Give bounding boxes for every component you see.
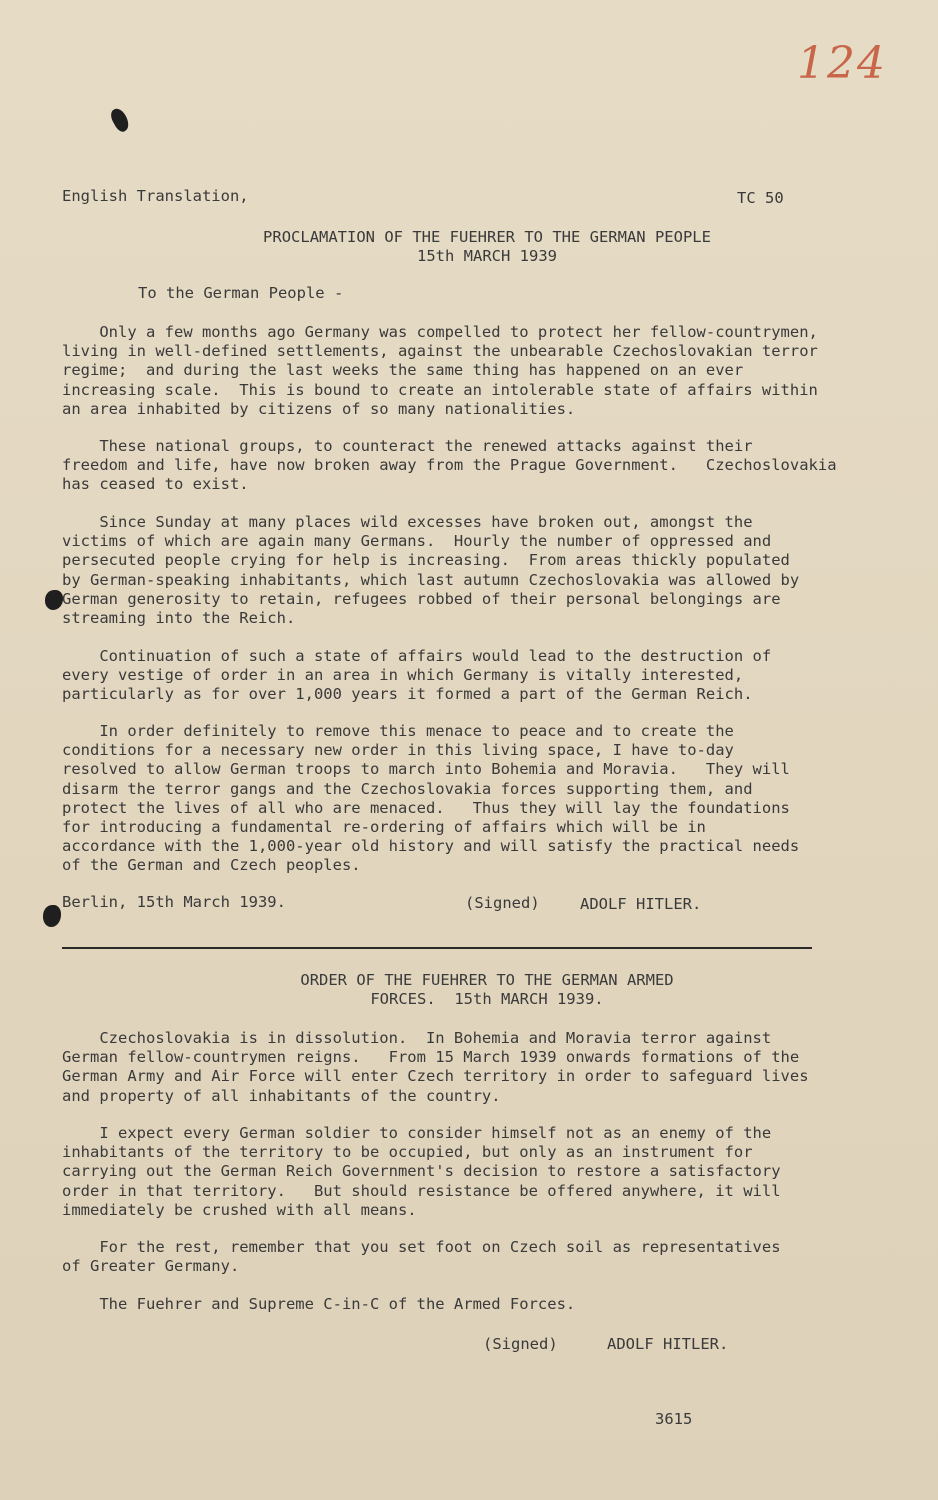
- proclamation-paragraph-4: Continuation of such a state of affairs would lead to the destruction of every vestige of order in an area in which Germany is vitally interested, particularly as for over 1,000 years it formed a part of the German Reich.: [62, 647, 772, 704]
- signature-name: ADOLF HITLER.: [580, 895, 702, 913]
- header-document-code: TC 50: [737, 189, 784, 207]
- order-paragraph-4: The Fuehrer and Supreme C-in-C of the Armed Forces.: [62, 1295, 576, 1313]
- proclamation-paragraph-1: Only a few months ago Germany was compelled to protect her fellow-countrymen, living in well-defined settlements, against the unbearable Czechoslovakian terror regime; and during the last weeks the same thing has happened on an ever increasing scale. This is bound to create an intolerable state of affairs within an area inhabited by citizens of so many nationalities.: [62, 323, 818, 418]
- ink-blot: [45, 590, 63, 610]
- proclamation-date: 15th MARCH 1939: [417, 247, 557, 265]
- order-paragraph-2: I expect every German soldier to consider himself not as an enemy of the inhabitants of the territory to be occupied, but only as an instrument for carrying out the German Reich Government's decision to restore a satisfactory order in that territory. But should resistance be offered anywhere, it will immediately be crushed with all means.: [62, 1124, 781, 1219]
- header-translation-label: English Translation,: [62, 187, 249, 205]
- order-date: FORCES. 15th MARCH 1939.: [370, 990, 604, 1008]
- place-date: Berlin, 15th March 1939.: [62, 893, 286, 911]
- ink-blot: [108, 106, 132, 134]
- order-signed-label: (Signed): [483, 1335, 558, 1353]
- order-signature-name: ADOLF HITLER.: [607, 1335, 729, 1353]
- order-paragraph-1: Czechoslovakia is in dissolution. In Bohemia and Moravia terror against German fellow-countrymen reigns. From 15 March 1939 onwards formations of the German Army and Air Force will enter Czech territory in order to safeguard lives and property of all inhabitants of the country.: [62, 1029, 809, 1105]
- section-divider: [62, 947, 812, 949]
- ink-blot: [43, 905, 61, 927]
- page-number: 3615: [655, 1410, 693, 1428]
- proclamation-paragraph-3: Since Sunday at many places wild excesses have broken out, amongst the victims of which are again many Germans. Hourly the number of oppressed and persecuted people crying for help is increasing. From areas thickly populated by German-speaking inhabitants, which last autumn Czechoslovakia was allowed by German generosity to retain, refugees robbed of their personal belongings are streaming into the Reich.: [62, 513, 800, 628]
- proclamation-title: PROCLAMATION OF THE FUEHRER TO THE GERMAN PEOPLE: [263, 228, 711, 246]
- proclamation-paragraph-2: These national groups, to counteract the renewed attacks against their freedom and life, have now broken away from the Prague Government. Czechoslovakia has ceased to exist.: [62, 437, 837, 494]
- signed-label: (Signed): [465, 894, 540, 912]
- order-title: ORDER OF THE FUEHRER TO THE GERMAN ARMED: [300, 971, 674, 989]
- proclamation-paragraph-5: In order definitely to remove this menace to peace and to create the conditions for a necessary new order in this living space, I have to-day resolved to allow German troops to march into Bohemia and Moravia. They will disarm the terror gangs and the Czechoslovakia forces supporting them, and protect the lives of all who are menaced. Thus they will lay the foundations for introducing a fundamental re-ordering of affairs which will be in accordance with the 1,000-year old history and will satisfy the practical needs of the German and Czech peoples.: [62, 722, 800, 875]
- salutation: To the German People -: [138, 284, 344, 302]
- order-paragraph-3: For the rest, remember that you set foot on Czech soil as representatives of Greater Germany.: [62, 1238, 781, 1276]
- handwritten-page-number: 124: [797, 38, 887, 89]
